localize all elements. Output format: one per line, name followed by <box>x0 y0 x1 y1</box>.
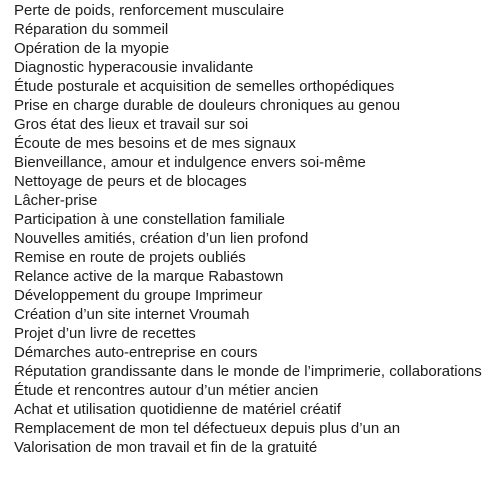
list-item: Participation à une constellation familiale <box>14 211 285 228</box>
list-item: Achat et utilisation quotidienne de matériel créatif <box>14 401 341 418</box>
list-item: Remplacement de mon tel défectueux depuis plus d’un an <box>14 420 401 437</box>
list-item: Bienveillance, amour et indulgence envers soi-même <box>14 154 366 171</box>
list-item: Étude et rencontres autour d’un métier ancien <box>14 382 319 399</box>
item-list <box>14 1 484 457</box>
list-item: Diagnostic hyperacousie invalidante <box>14 59 254 76</box>
list-item: Création d’un site internet Vroumah <box>14 306 250 323</box>
list-item: Relance active de la marque Rabastown <box>14 268 284 285</box>
list-item: Prise en charge durable de douleurs chroniques au genou <box>14 97 401 114</box>
list-item: Lâcher-prise <box>14 192 98 209</box>
list-item: Réparation du sommeil <box>14 21 169 38</box>
list-item: Valorisation de mon travail et fin de la gratuité <box>14 439 318 456</box>
list-item: Remise en route de projets oubliés <box>14 249 246 266</box>
list-item: Réputation grandissante dans le monde de l’imprimerie, collaborations <box>14 363 482 380</box>
list-item: Écoute de mes besoins et de mes signaux <box>14 135 296 152</box>
list-item: Développement du groupe Imprimeur <box>14 287 263 304</box>
list-item: Gros état des lieux et travail sur soi <box>14 116 249 133</box>
list-item: Perte de poids, renforcement musculaire <box>14 2 285 19</box>
list-item: Opération de la myopie <box>14 40 170 57</box>
list-item: Nettoyage de peurs et de blocages <box>14 173 247 190</box>
list-item: Étude posturale et acquisition de semelles orthopédiques <box>14 78 395 95</box>
list-item: Nouvelles amitiés, création d’un lien profond <box>14 230 309 247</box>
list-item: Démarches auto-entreprise en cours <box>14 344 258 361</box>
list-item: Projet d’un livre de recettes <box>14 325 196 342</box>
